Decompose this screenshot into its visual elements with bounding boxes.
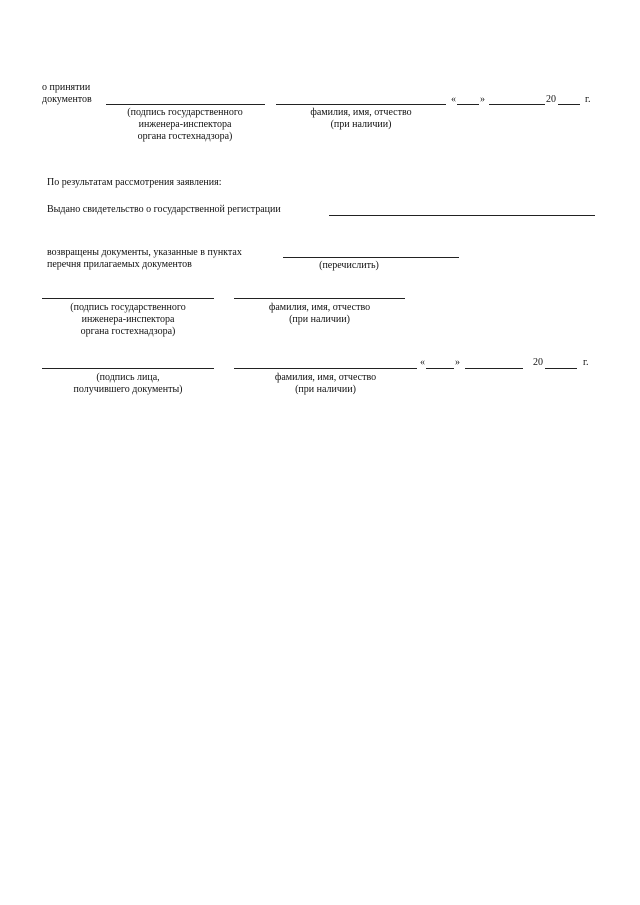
- certificate-line[interactable]: [329, 215, 595, 216]
- inspector2-caption-3: органа гостехнадзора): [80, 326, 176, 337]
- inspector-signature-line[interactable]: [106, 104, 265, 105]
- inspector2-name-caption-2: (при наличии): [289, 314, 350, 325]
- date-day-line[interactable]: [457, 104, 479, 105]
- recipient-date-close-quote: »: [455, 357, 460, 368]
- returned-label-line1: возвращены документы, указанные в пунктах: [47, 247, 242, 258]
- recipient-caption-1: (подпись лица,: [96, 372, 160, 383]
- inspector-name-line[interactable]: [276, 104, 446, 105]
- date-close-quote: »: [480, 94, 485, 105]
- review-heading: По результатам рассмотрения заявления:: [47, 177, 222, 188]
- recipient-caption-2: получившего документы): [73, 384, 183, 395]
- returned-label-line2: перечня прилагаемых документов: [47, 259, 192, 270]
- certificate-label: Выдано свидетельство о государственной регистрации: [47, 204, 281, 215]
- inspector2-name-caption-1: фамилия, имя, отчество: [268, 302, 371, 313]
- inspector2-signature-line[interactable]: [42, 298, 214, 299]
- recipient-name-caption-1: фамилия, имя, отчество: [274, 372, 377, 383]
- year-suffix: г.: [585, 94, 591, 105]
- year-prefix: 20: [546, 94, 556, 105]
- recipient-name-line[interactable]: [234, 368, 417, 369]
- inspector2-name-line[interactable]: [234, 298, 405, 299]
- inspector-caption-2: инженера-инспектора: [138, 119, 232, 130]
- name-caption-1: фамилия, имя, отчество: [310, 107, 412, 118]
- year-line[interactable]: [558, 104, 580, 105]
- recipient-year-line[interactable]: [545, 368, 577, 369]
- returned-items-line[interactable]: [283, 257, 459, 258]
- acceptance-label-line1: о принятии: [42, 82, 91, 93]
- date-open-quote: «: [451, 94, 456, 105]
- recipient-date-month-line[interactable]: [465, 368, 523, 369]
- date-month-line[interactable]: [489, 104, 545, 105]
- recipient-name-caption-2: (при наличии): [295, 384, 356, 395]
- inspector2-caption-2: инженера-инспектора: [81, 314, 175, 325]
- recipient-date-day-line[interactable]: [426, 368, 454, 369]
- acceptance-label-line2: документов: [42, 94, 92, 105]
- inspector2-caption-1: (подпись государственного: [70, 302, 186, 313]
- list-caption: (перечислить): [319, 260, 379, 271]
- recipient-signature-line[interactable]: [42, 368, 214, 369]
- inspector-caption-3: органа гостехнадзора): [137, 131, 233, 142]
- recipient-year-prefix: 20: [533, 357, 543, 368]
- recipient-date-open-quote: «: [420, 357, 425, 368]
- recipient-year-suffix: г.: [583, 357, 589, 368]
- inspector-caption-1: (подпись государственного: [127, 107, 243, 118]
- name-caption-2: (при наличии): [330, 119, 392, 130]
